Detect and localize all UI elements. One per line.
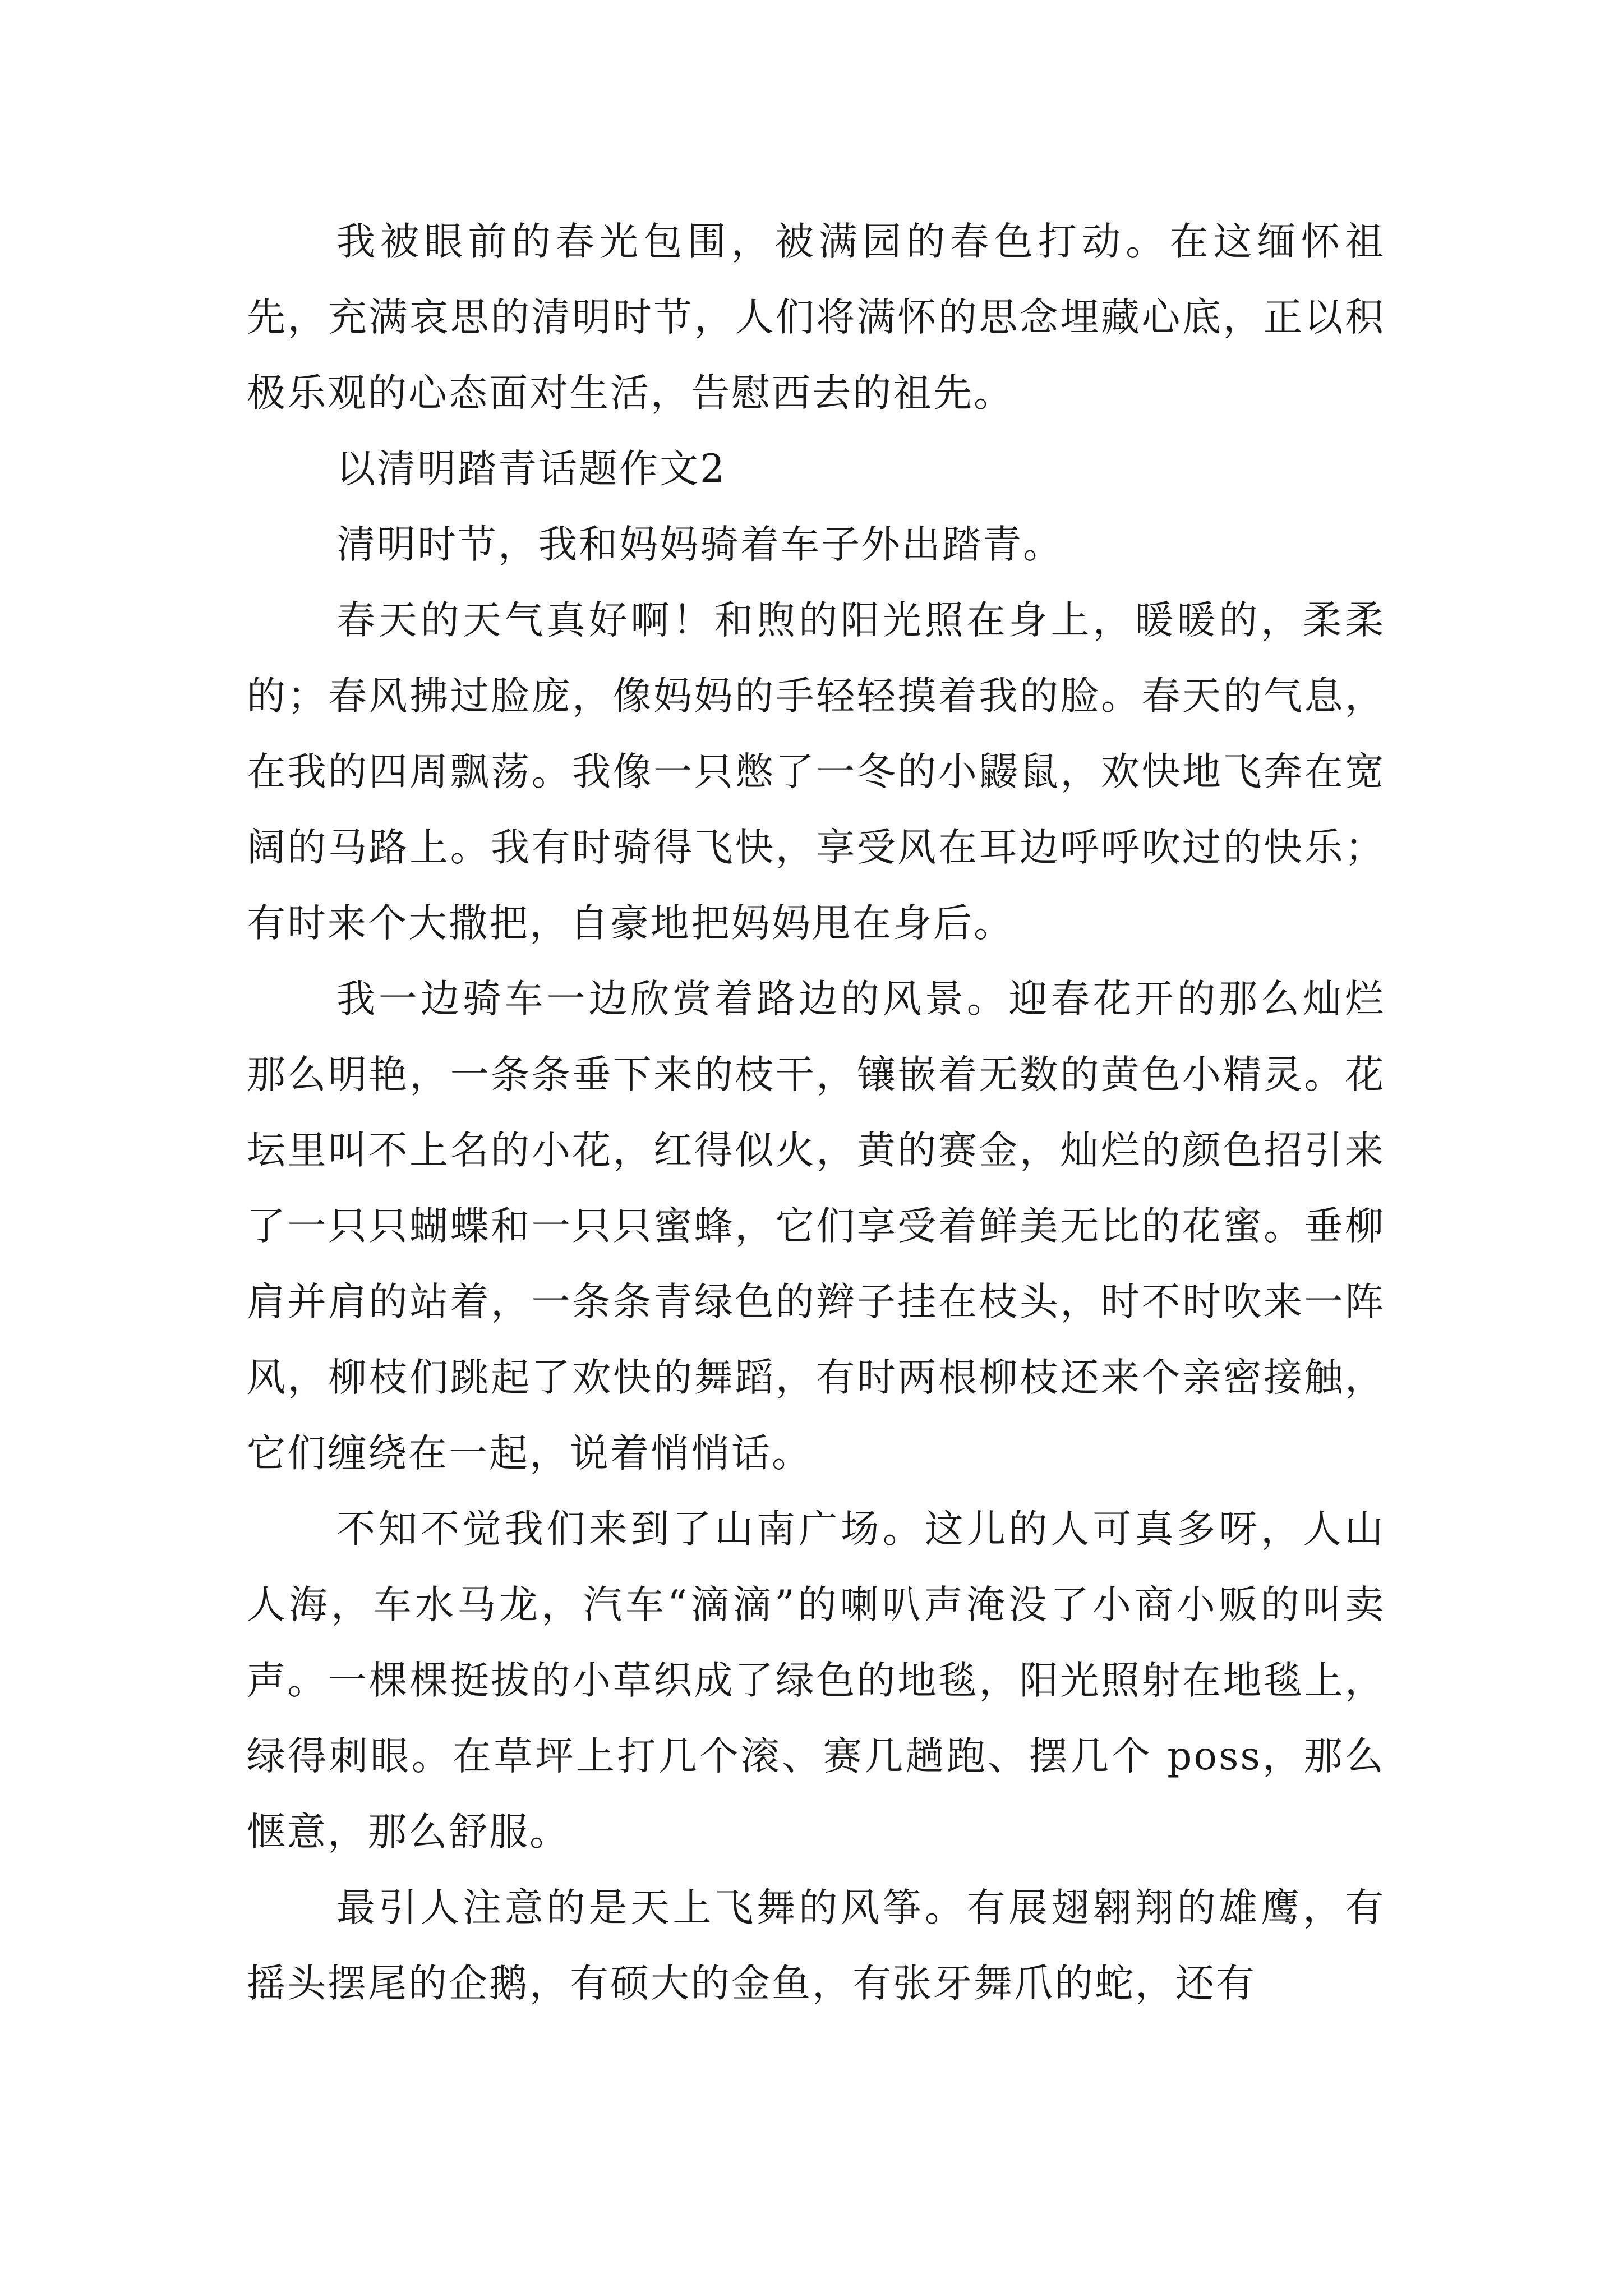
document-body [247, 204, 1385, 2022]
paragraph: 清明时节，我和妈妈骑着车子外出踏青。 [336, 522, 1063, 567]
paragraph: 最引人注意的是天上飞舞的风筝。有展翅翱翔的雄鹰，有摇头摆尾的企鹅，有硕大的金鱼，有张牙舞爪的蛇，还有 [247, 1885, 1385, 2006]
paragraph: 不知不觉我们来到了山南广场。这儿的人可真多呀，人山人海，车水马龙，汽车“滴滴”的喇叭声淹没了小商小贩的叫卖声。一棵棵挺拔的小草织成了绿色的地毯，阳光照射在地毯上，绿得刺眼。在草坪上打几个滚、赛几趟跑、摆几个 poss，那么惬意，那么舒服。 [247, 1507, 1385, 1855]
paragraph: 春天的天气真好啊！和煦的阳光照在身上，暖暖的，柔柔的；春风拂过脸庞，像妈妈的手轻轻摸着我的脸。春天的气息，在我的四周飘荡。我像一只憋了一冬的小鼹鼠，欢快地飞奔在宽阔的马路上。我有时骑得飞快，享受风在耳边呼呼吹过的快乐；有时来个大撒把，自豪地把妈妈甩在身后。 [247, 598, 1385, 946]
section-heading: 以清明踏青话题作文2 [336, 447, 726, 491]
paragraph: 我一边骑车一边欣赏着路边的风景。迎春花开的那么灿烂那么明艳，一条条垂下来的枝干，镶嵌着无数的黄色小精灵。花坛里叫不上名的小花，红得似火，黄的赛金，灿烂的颜色招引来了一只只蝴蝶和一只只蜜蜂，它们享受着鲜美无比的花蜜。垂柳肩并肩的站着，一条条青绿色的辫子挂在枝头，时不时吹来一阵风，柳枝们跳起了欢快的舞蹈，有时两根柳枝还来个亲密接触，它们缠绕在一起，说着悄悄话。 [247, 977, 1385, 1476]
paragraph: 我被眼前的春光包围，被满园的春色打动。在这缅怀祖先，充满哀思的清明时节，人们将满怀的思念埋藏心底，正以积极乐观的心态面对生活，告慰西去的祖先。 [247, 219, 1385, 416]
